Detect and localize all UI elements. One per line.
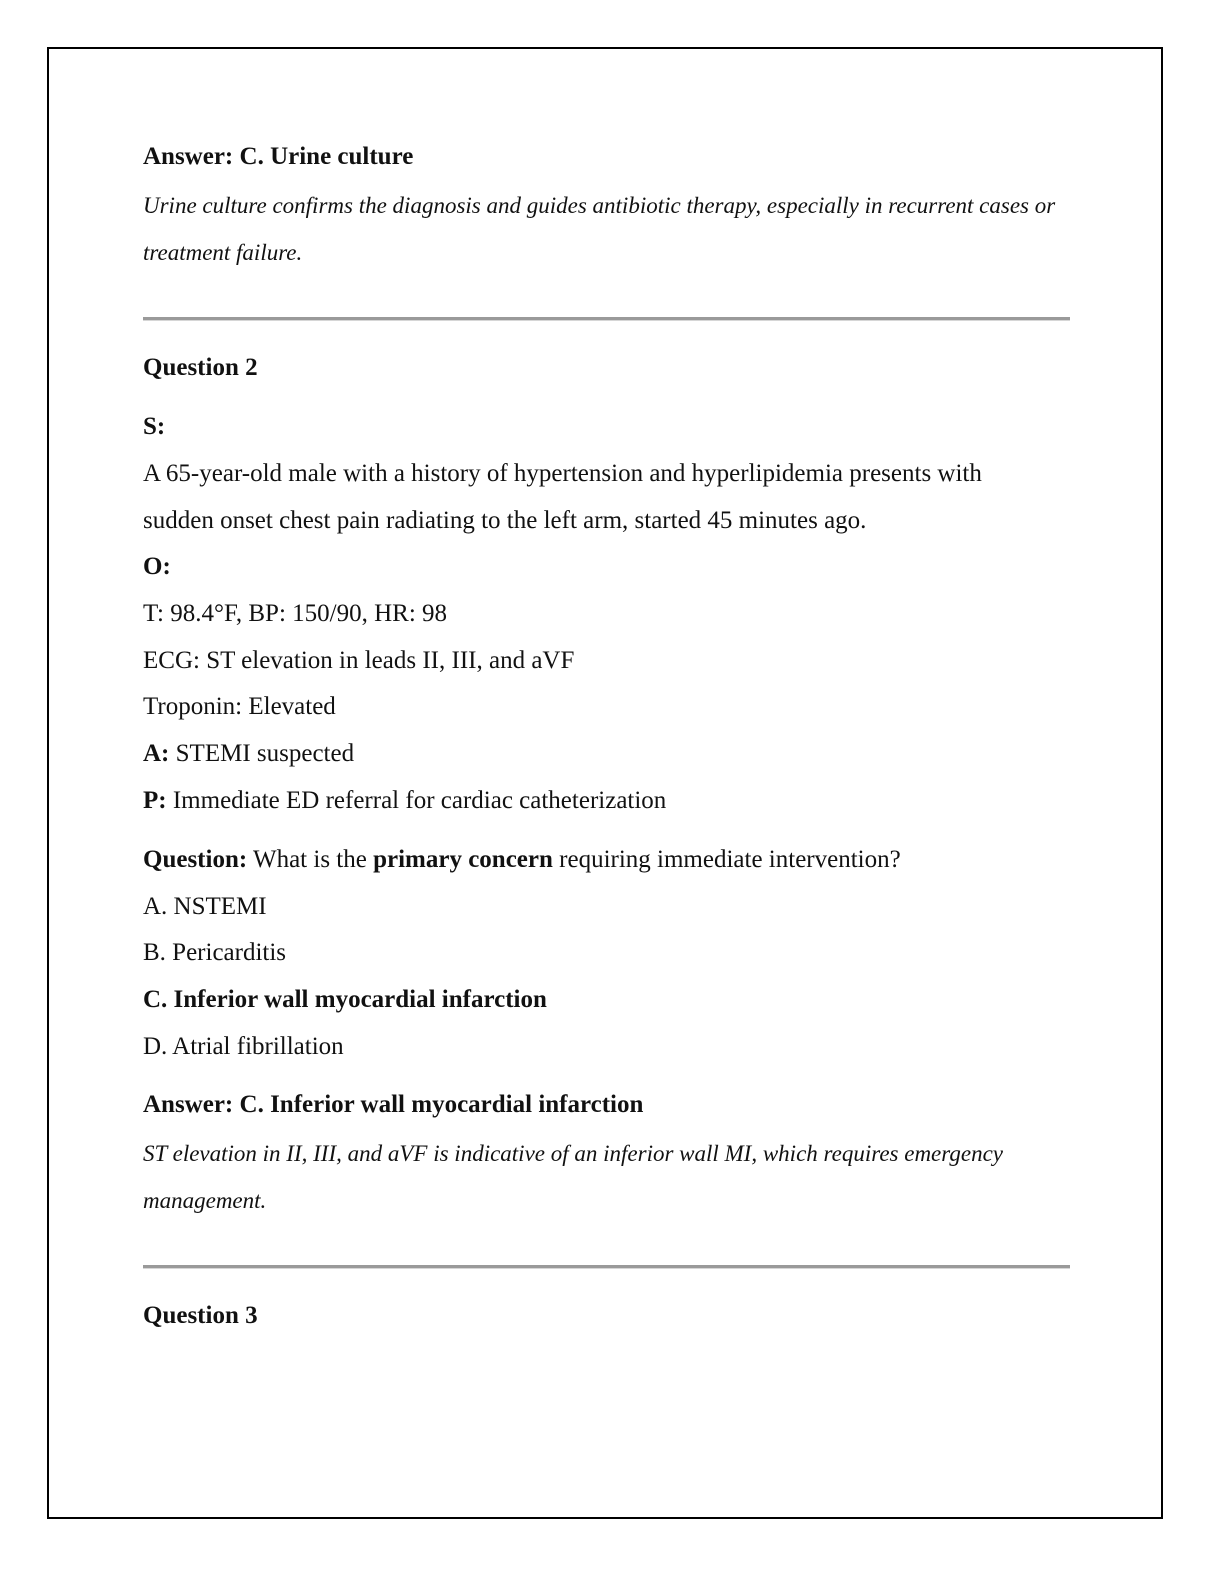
q1-explanation-line2: treatment failure.	[143, 240, 303, 265]
assessment-text: STEMI suspected	[169, 740, 355, 767]
question-emphasis: primary concern	[373, 846, 553, 873]
q2-plan	[143, 786, 666, 816]
q3-title: Question 3	[143, 1302, 258, 1329]
question-text-pre: What is the	[247, 846, 374, 873]
q2-vitals: T: 98.4°F, BP: 150/90, HR: 98	[143, 600, 448, 627]
plan-label: P:	[143, 787, 167, 814]
q2-objective-label: O:	[143, 553, 171, 580]
q2-subjective-line2: sudden onset chest pain radiating to the left arm, started 45 minutes ago.	[143, 507, 867, 534]
q2-subjective-line1: A 65-year-old male with a history of hypertension and hyperlipidemia presents with	[143, 460, 982, 487]
plan-text: Immediate ED referral for cardiac catheterization	[166, 787, 667, 814]
q2-subjective-label: S:	[143, 413, 166, 440]
option-d: D. Atrial fibrillation	[143, 1033, 344, 1060]
q2-answer: Answer: C. Inferior wall myocardial infarction	[143, 1091, 644, 1118]
q2-explanation-line1: ST elevation in II, III, and aVF is indicative of an inferior wall MI, which requires emergency	[143, 1141, 1003, 1166]
q1-explanation-line1: Urine culture confirms the diagnosis and guides antibiotic therapy, especially in recurrent cases or	[143, 193, 1056, 218]
q2-troponin: Troponin: Elevated	[143, 693, 336, 720]
q2-question	[143, 845, 901, 875]
option-c: C. Inferior wall myocardial infarction	[143, 986, 547, 1013]
option-a: A. NSTEMI	[143, 893, 267, 920]
assessment-label: A:	[143, 740, 170, 767]
q2-title: Question 2	[143, 354, 258, 381]
question-label: Question:	[143, 846, 248, 873]
q1-answer: Answer: C. Urine culture	[143, 143, 414, 170]
section-divider	[143, 317, 1070, 321]
question-text-post: requiring immediate intervention?	[552, 846, 901, 873]
q2-assessment	[143, 739, 354, 769]
q2-explanation-line2: management.	[143, 1188, 267, 1213]
section-divider	[143, 1265, 1070, 1269]
option-b: B. Pericarditis	[143, 939, 287, 966]
q2-ecg: ECG: ST elevation in leads II, III, and aVF	[143, 647, 575, 674]
